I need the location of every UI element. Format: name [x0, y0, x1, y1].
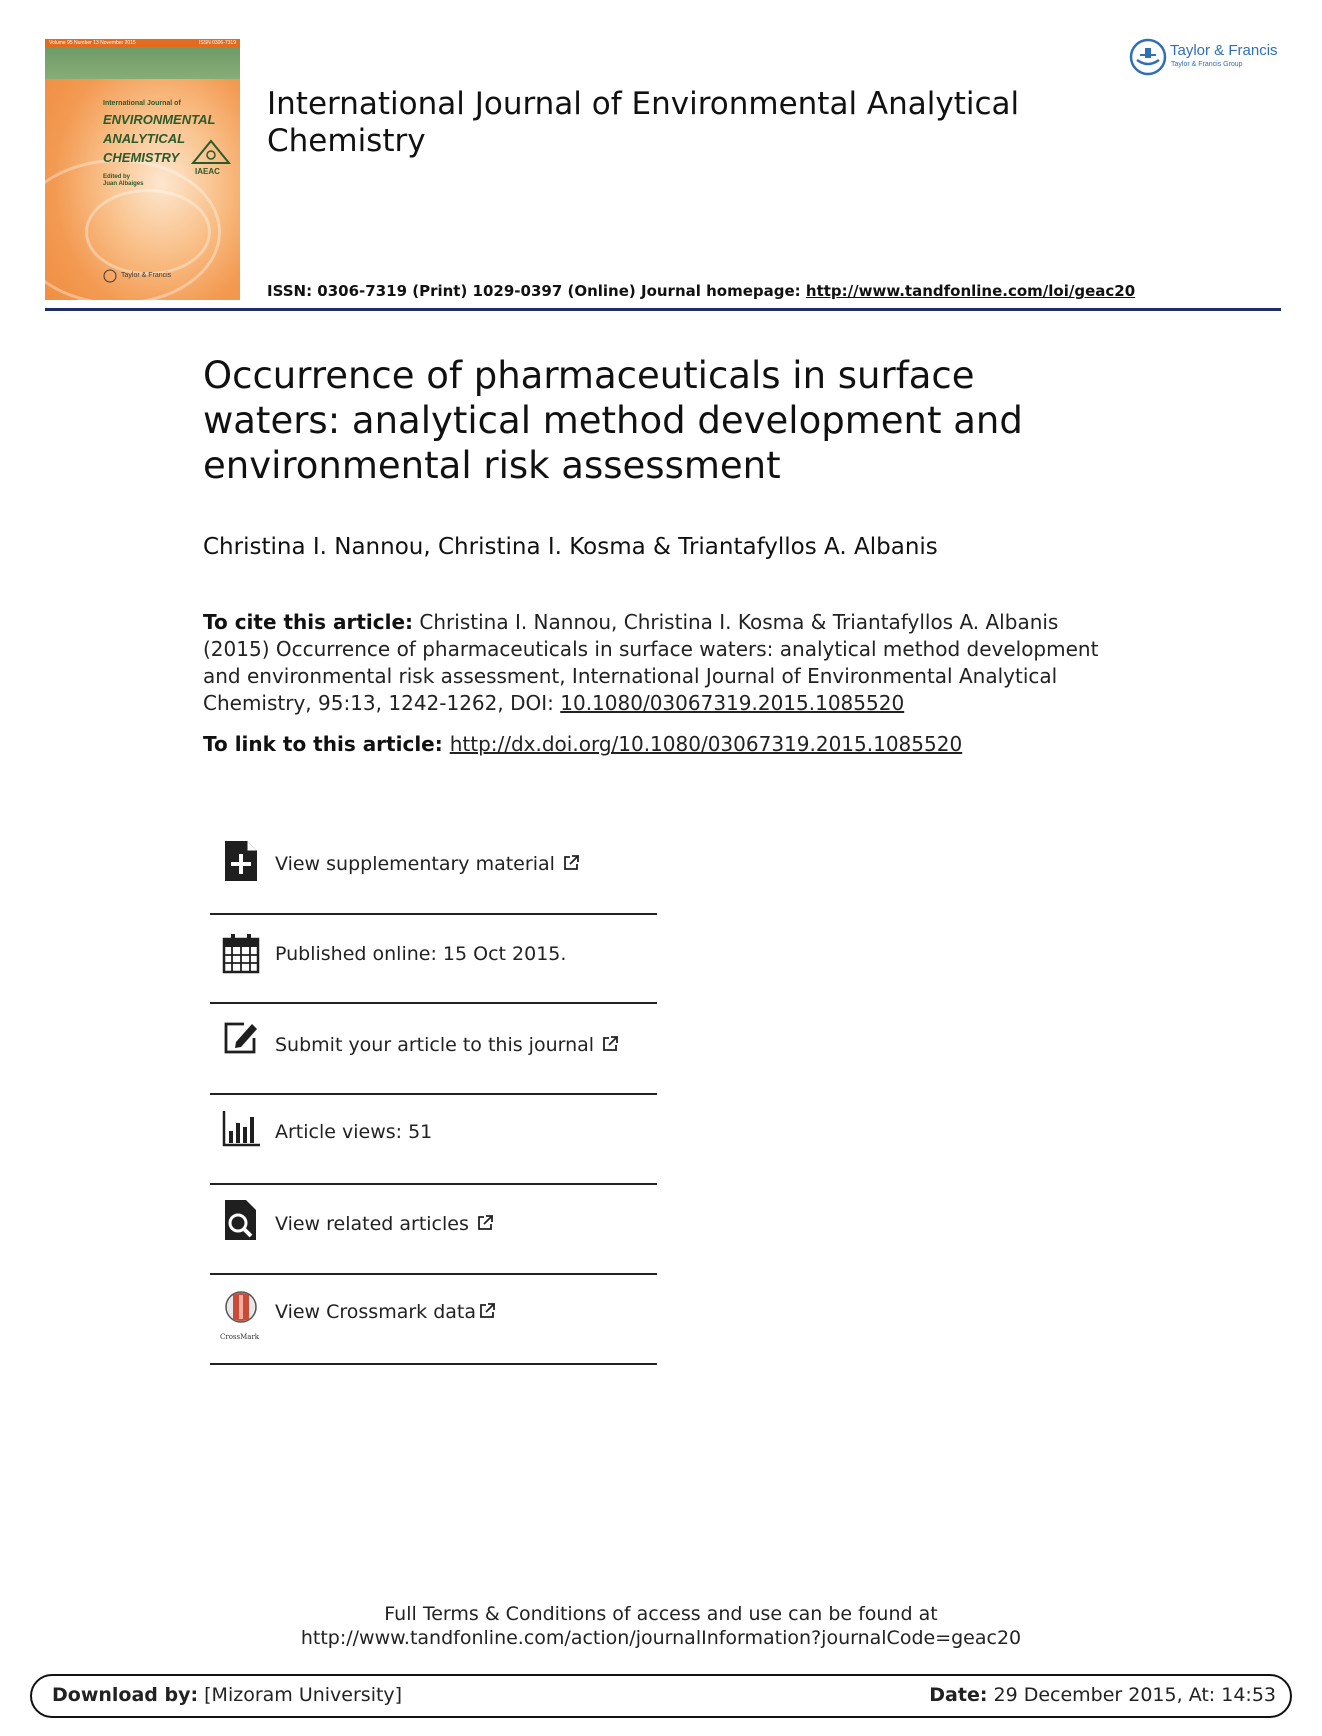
issn-line: [267, 282, 1135, 300]
cite-text: Christina I. Nannou, Christina I. Kosma & Triantafyllos A. Albanis (2015) Occurrence of pharmaceuticals in surface waters: analytical method development and environmental risk assessment, International Journal of Environmental Analytical Chemistry, 95:13, 1242-1262, DOI:: [203, 610, 1099, 715]
cover-title-line1: International Journal of: [103, 100, 181, 107]
date-label: Date:: [929, 1684, 988, 1706]
crossmark-caption: CrossMark: [220, 1333, 260, 1341]
action-label-text: View supplementary material: [275, 853, 555, 875]
action-article-views: [210, 1095, 657, 1185]
action-label: [275, 853, 580, 875]
cover-title-line2: ENVIRONMENTAL: [103, 112, 216, 127]
file-plus-icon: [222, 840, 260, 882]
terms-notice: [0, 1602, 1322, 1650]
cover-swirl: [85, 189, 211, 275]
external-link-icon: [601, 1035, 619, 1053]
download-value: [Mizoram University]: [198, 1684, 403, 1706]
cover-editor: Juan Albaiges: [103, 181, 144, 187]
crossmark-icon: [222, 1291, 260, 1333]
external-link-icon: [478, 1302, 496, 1320]
action-label-text: View related articles: [275, 1213, 469, 1235]
cover-volume-text: Volume 95 Number 13 November 2015: [49, 40, 136, 46]
downloaded-by: [52, 1684, 402, 1706]
action-crossmark[interactable]: [210, 1275, 657, 1365]
search-document-icon: [222, 1199, 260, 1241]
cover-publisher: Taylor & Francis: [121, 272, 172, 279]
edit-icon: [222, 1018, 260, 1060]
external-link-icon: [562, 854, 580, 872]
cite-label: To cite this article:: [203, 610, 414, 634]
action-view-supplementary[interactable]: [210, 830, 657, 915]
download-label: Download by:: [52, 1684, 199, 1706]
terms-line1: Full Terms & Conditions of access and use can be found at: [384, 1603, 938, 1625]
action-related-articles[interactable]: [210, 1185, 657, 1275]
link-label: To link to this article:: [203, 732, 450, 756]
download-date: [929, 1684, 1276, 1706]
action-label: [275, 1213, 494, 1235]
action-submit-article[interactable]: [210, 1004, 657, 1095]
cover-badge: IAEAC: [195, 167, 220, 176]
calendar-icon: [222, 933, 260, 975]
cover-title-line4: CHEMISTRY: [103, 150, 180, 165]
date-value: 29 December 2015, At: 14:53: [987, 1684, 1276, 1706]
article-title: Occurrence of pharmaceuticals in surface waters: analytical method development and environmental risk assessment: [203, 354, 1023, 487]
external-link-icon: [476, 1214, 494, 1232]
article-actions-list: [210, 830, 657, 1365]
action-published-online: [210, 915, 657, 1004]
action-label-text: Submit your article to this journal: [275, 1034, 595, 1056]
journal-homepage-link[interactable]: http://www.tandfonline.com/loi/geac20: [805, 282, 1136, 300]
publisher-group: Taylor & Francis Group: [1171, 61, 1243, 68]
action-label: [275, 1034, 619, 1056]
article-doi-url-link[interactable]: http://dx.doi.org/10.1080/03067319.2015.1085520: [449, 732, 963, 756]
cover-edited-by: Edited by: [103, 174, 131, 180]
citation-block: [203, 609, 1123, 717]
cover-green-band: [45, 47, 240, 79]
doi-link[interactable]: 10.1080/03067319.2015.1085520: [560, 691, 905, 715]
article-views-label: Article views: 51: [275, 1121, 433, 1143]
header-divider: [45, 308, 1281, 311]
terms-url[interactable]: http://www.tandfonline.com/action/journalInformation?journalCode=geac20: [300, 1627, 1022, 1649]
action-label-text: View Crossmark data: [275, 1301, 477, 1323]
cover-title-line3: ANALYTICAL: [103, 131, 186, 146]
publisher-name: Taylor & Francis: [1170, 42, 1278, 59]
action-label: [275, 1301, 496, 1323]
cover-pyramid-icon: [191, 139, 231, 167]
issn-text: ISSN: 0306-7319 (Print) 1029-0397 (Online) Journal homepage:: [267, 282, 806, 300]
journal-title: International Journal of Environmental Analytical Chemistry: [267, 86, 1020, 159]
published-online-label: Published online: 15 Oct 2015.: [275, 943, 567, 965]
journal-cover-image: [45, 39, 240, 300]
bar-chart-icon: [222, 1109, 260, 1151]
cover-issn-text: ISSN 0306-7319: [199, 40, 236, 46]
cover-publisher-logo-icon: [103, 269, 117, 283]
article-authors: Christina I. Nannou, Christina I. Kosma & Triantafyllos A. Albanis: [203, 534, 938, 560]
article-link-line: [203, 732, 962, 756]
